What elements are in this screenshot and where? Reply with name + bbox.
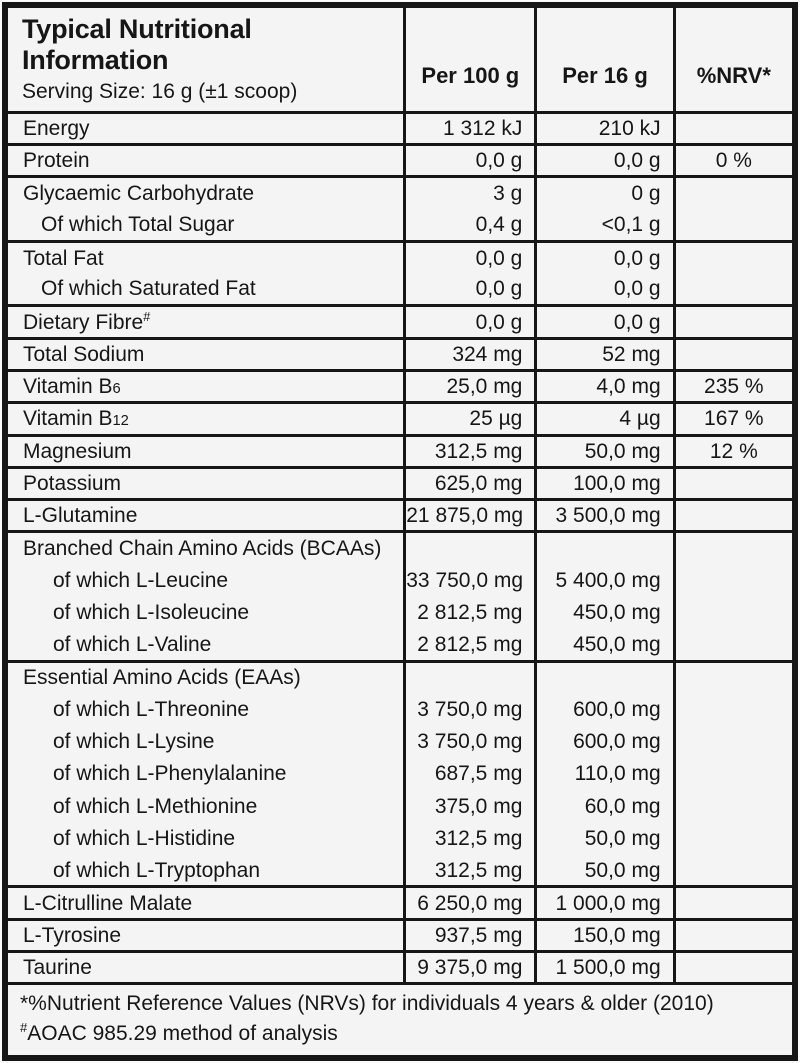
- row-nrv-percent: [674, 790, 795, 822]
- table-row: [5, 241, 795, 273]
- row-label: L-Tyrosine: [5, 919, 405, 951]
- row-label: Of which Saturated Fat: [41, 277, 256, 301]
- table-row: [5, 532, 795, 564]
- table-row: [5, 758, 795, 790]
- row-per-100g: 2 812,5 mg: [405, 629, 536, 661]
- row-label: Glycaemic Carbohydrate: [5, 177, 405, 209]
- row-per-100g: 25,0 mg: [405, 370, 536, 402]
- row-nrv-percent: 167 %: [674, 403, 795, 435]
- nutrition-rows: [5, 112, 795, 984]
- row-per-100g: 625,0 mg: [405, 467, 536, 499]
- row-label: of which L-Methionine: [53, 794, 258, 818]
- row-label: Potassium: [5, 467, 405, 499]
- row-per-100g: 312,5 mg: [405, 435, 536, 467]
- row-per-16g: 50,0 mg: [536, 822, 674, 854]
- row-per-16g: 0 g: [536, 177, 674, 209]
- row-per-100g: 687,5 mg: [405, 758, 536, 790]
- row-per-100g: 937,5 mg: [405, 919, 536, 951]
- table-row: [5, 209, 795, 241]
- row-per-16g: 0,0 g: [536, 241, 674, 273]
- table-row: [5, 596, 795, 628]
- table-row: [5, 790, 795, 822]
- row-label: of which L-Leucine: [53, 568, 229, 592]
- row-per-100g: 0,0 g: [405, 274, 536, 306]
- row-per-100g: 21 875,0 mg: [405, 500, 536, 532]
- row-nrv-percent: [674, 338, 795, 370]
- table-row: [5, 403, 795, 435]
- row-nrv-percent: [674, 532, 795, 564]
- table-row: [5, 693, 795, 725]
- row-per-16g: 450,0 mg: [536, 629, 674, 661]
- column-header-per100g: Per 100 g: [405, 5, 536, 112]
- row-per-100g: 2 812,5 mg: [405, 596, 536, 628]
- row-per-100g: 375,0 mg: [405, 790, 536, 822]
- row-per-16g: 600,0 mg: [536, 693, 674, 725]
- row-per-100g: 1 312 kJ: [405, 112, 536, 144]
- row-nrv-percent: [674, 209, 795, 241]
- table-row: [5, 952, 795, 984]
- table-row: [5, 435, 795, 467]
- row-label: Total Fat: [5, 241, 405, 273]
- row-nrv-percent: [674, 758, 795, 790]
- row-label: Total Sodium: [5, 338, 405, 370]
- row-per-100g: 0,0 g: [405, 306, 536, 338]
- table-row: [5, 822, 795, 854]
- row-label: Vitamin B6: [5, 370, 405, 402]
- row-label: L-Citrulline Malate: [5, 887, 405, 919]
- row-nrv-percent: [674, 726, 795, 758]
- row-label: L-Glutamine: [5, 500, 405, 532]
- row-per-16g: 4,0 mg: [536, 370, 674, 402]
- row-per-100g: 3 750,0 mg: [405, 693, 536, 725]
- row-per-100g: 312,5 mg: [405, 855, 536, 887]
- table-row: [5, 726, 795, 758]
- row-per-16g: <0,1 g: [536, 209, 674, 241]
- row-per-100g: 33 750,0 mg: [405, 564, 536, 596]
- table-row: [5, 855, 795, 887]
- row-nrv-percent: [674, 306, 795, 338]
- serving-size: Serving Size: 16 g (±1 scoop): [22, 79, 298, 103]
- table-row: [5, 467, 795, 499]
- row-nrv-percent: [674, 274, 795, 306]
- row-nrv-percent: [674, 661, 795, 693]
- row-per-16g: 3 500,0 mg: [536, 500, 674, 532]
- row-per-16g: 210 kJ: [536, 112, 674, 144]
- table-row: [5, 145, 795, 177]
- table-row: [5, 274, 795, 306]
- row-label: Branched Chain Amino Acids (BCAAs): [5, 532, 405, 564]
- table-row: [5, 500, 795, 532]
- row-label: Energy: [5, 112, 405, 144]
- row-per-16g: 50,0 mg: [536, 855, 674, 887]
- row-per-100g: 9 375,0 mg: [405, 952, 536, 984]
- row-nrv-percent: [674, 822, 795, 854]
- row-label: of which L-Lysine: [53, 730, 215, 754]
- row-label: Of which Total Sugar: [41, 212, 235, 236]
- row-nrv-percent: [674, 467, 795, 499]
- row-per-16g: 110,0 mg: [536, 758, 674, 790]
- row-nrv-percent: [674, 855, 795, 887]
- row-label: Magnesium: [5, 435, 405, 467]
- column-header-nrv: %NRV*: [674, 5, 795, 112]
- table-row: [5, 370, 795, 402]
- row-per-16g: 0,0 g: [536, 145, 674, 177]
- page-title: Typical Nutritional Information: [22, 14, 252, 76]
- table-row: [5, 661, 795, 693]
- row-label: of which L-Valine: [53, 632, 212, 656]
- row-per-100g: 0,4 g: [405, 209, 536, 241]
- footnotes-cell: [5, 984, 795, 1058]
- row-per-100g: 3 750,0 mg: [405, 726, 536, 758]
- table-row: [5, 564, 795, 596]
- row-label: of which L-Isoleucine: [53, 601, 250, 625]
- row-per-16g: 0,0 g: [536, 274, 674, 306]
- row-per-16g: 50,0 mg: [536, 435, 674, 467]
- footnotes-row: [5, 984, 795, 1058]
- hash-superscript: #: [20, 1020, 28, 1036]
- row-per-16g: 52 mg: [536, 338, 674, 370]
- row-nrv-percent: [674, 177, 795, 209]
- row-per-100g: 312,5 mg: [405, 822, 536, 854]
- row-nrv-percent: [674, 629, 795, 661]
- row-per-16g: 5 400,0 mg: [536, 564, 674, 596]
- footnote-aoac: #AOAC 985.29 method of analysis: [20, 1020, 338, 1046]
- table-row: [5, 629, 795, 661]
- header-row: [5, 5, 795, 112]
- row-nrv-percent: [674, 887, 795, 919]
- row-per-100g: 6 250,0 mg: [405, 887, 536, 919]
- row-nrv-percent: [674, 564, 795, 596]
- table-row: [5, 112, 795, 144]
- row-per-100g: [405, 532, 536, 564]
- row-nrv-percent: 12 %: [674, 435, 795, 467]
- footnote-nrv: *%Nutrient Reference Values (NRVs) for individuals 4 years & older (2010): [20, 992, 714, 1016]
- column-header-per16g: Per 16 g: [536, 5, 674, 112]
- title-cell: [5, 5, 405, 112]
- table-row: [5, 177, 795, 209]
- table-row: [5, 306, 795, 338]
- nutrition-label: [2, 2, 798, 1061]
- row-per-100g: [405, 661, 536, 693]
- row-per-16g: 0,0 g: [536, 306, 674, 338]
- row-nrv-percent: [674, 112, 795, 144]
- row-per-100g: 25 µg: [405, 403, 536, 435]
- row-per-100g: 324 mg: [405, 338, 536, 370]
- row-label: Dietary Fibre#: [5, 306, 405, 338]
- row-per-16g: [536, 661, 674, 693]
- table-row: [5, 887, 795, 919]
- row-per-16g: 60,0 mg: [536, 790, 674, 822]
- row-per-16g: [536, 532, 674, 564]
- row-label: of which L-Tryptophan: [53, 858, 260, 882]
- row-label: Taurine: [5, 952, 405, 984]
- row-label: Vitamin B12: [5, 403, 405, 435]
- row-label: of which L-Histidine: [53, 827, 236, 850]
- row-per-16g: 150,0 mg: [536, 919, 674, 951]
- table-row: [5, 919, 795, 951]
- row-per-16g: 4 µg: [536, 403, 674, 435]
- row-nrv-percent: 235 %: [674, 370, 795, 402]
- row-nrv-percent: [674, 952, 795, 984]
- row-nrv-percent: [674, 693, 795, 725]
- row-nrv-percent: [674, 500, 795, 532]
- row-label: of which L-Phenylalanine: [53, 762, 287, 786]
- row-per-16g: 1 500,0 mg: [536, 952, 674, 984]
- row-per-16g: 1 000,0 mg: [536, 887, 674, 919]
- row-nrv-percent: [674, 596, 795, 628]
- row-per-16g: 100,0 mg: [536, 467, 674, 499]
- row-label: Protein: [5, 145, 405, 177]
- nutrition-table: [2, 2, 798, 1061]
- row-per-100g: 0,0 g: [405, 241, 536, 273]
- row-per-100g: 3 g: [405, 177, 536, 209]
- row-nrv-percent: [674, 919, 795, 951]
- row-per-16g: 600,0 mg: [536, 726, 674, 758]
- row-label: of which L-Threonine: [53, 697, 250, 721]
- row-nrv-percent: 0 %: [674, 145, 795, 177]
- row-per-100g: 0,0 g: [405, 145, 536, 177]
- row-per-16g: 450,0 mg: [536, 596, 674, 628]
- row-label: Essential Amino Acids (EAAs): [5, 661, 405, 693]
- row-nrv-percent: [674, 241, 795, 273]
- table-row: [5, 338, 795, 370]
